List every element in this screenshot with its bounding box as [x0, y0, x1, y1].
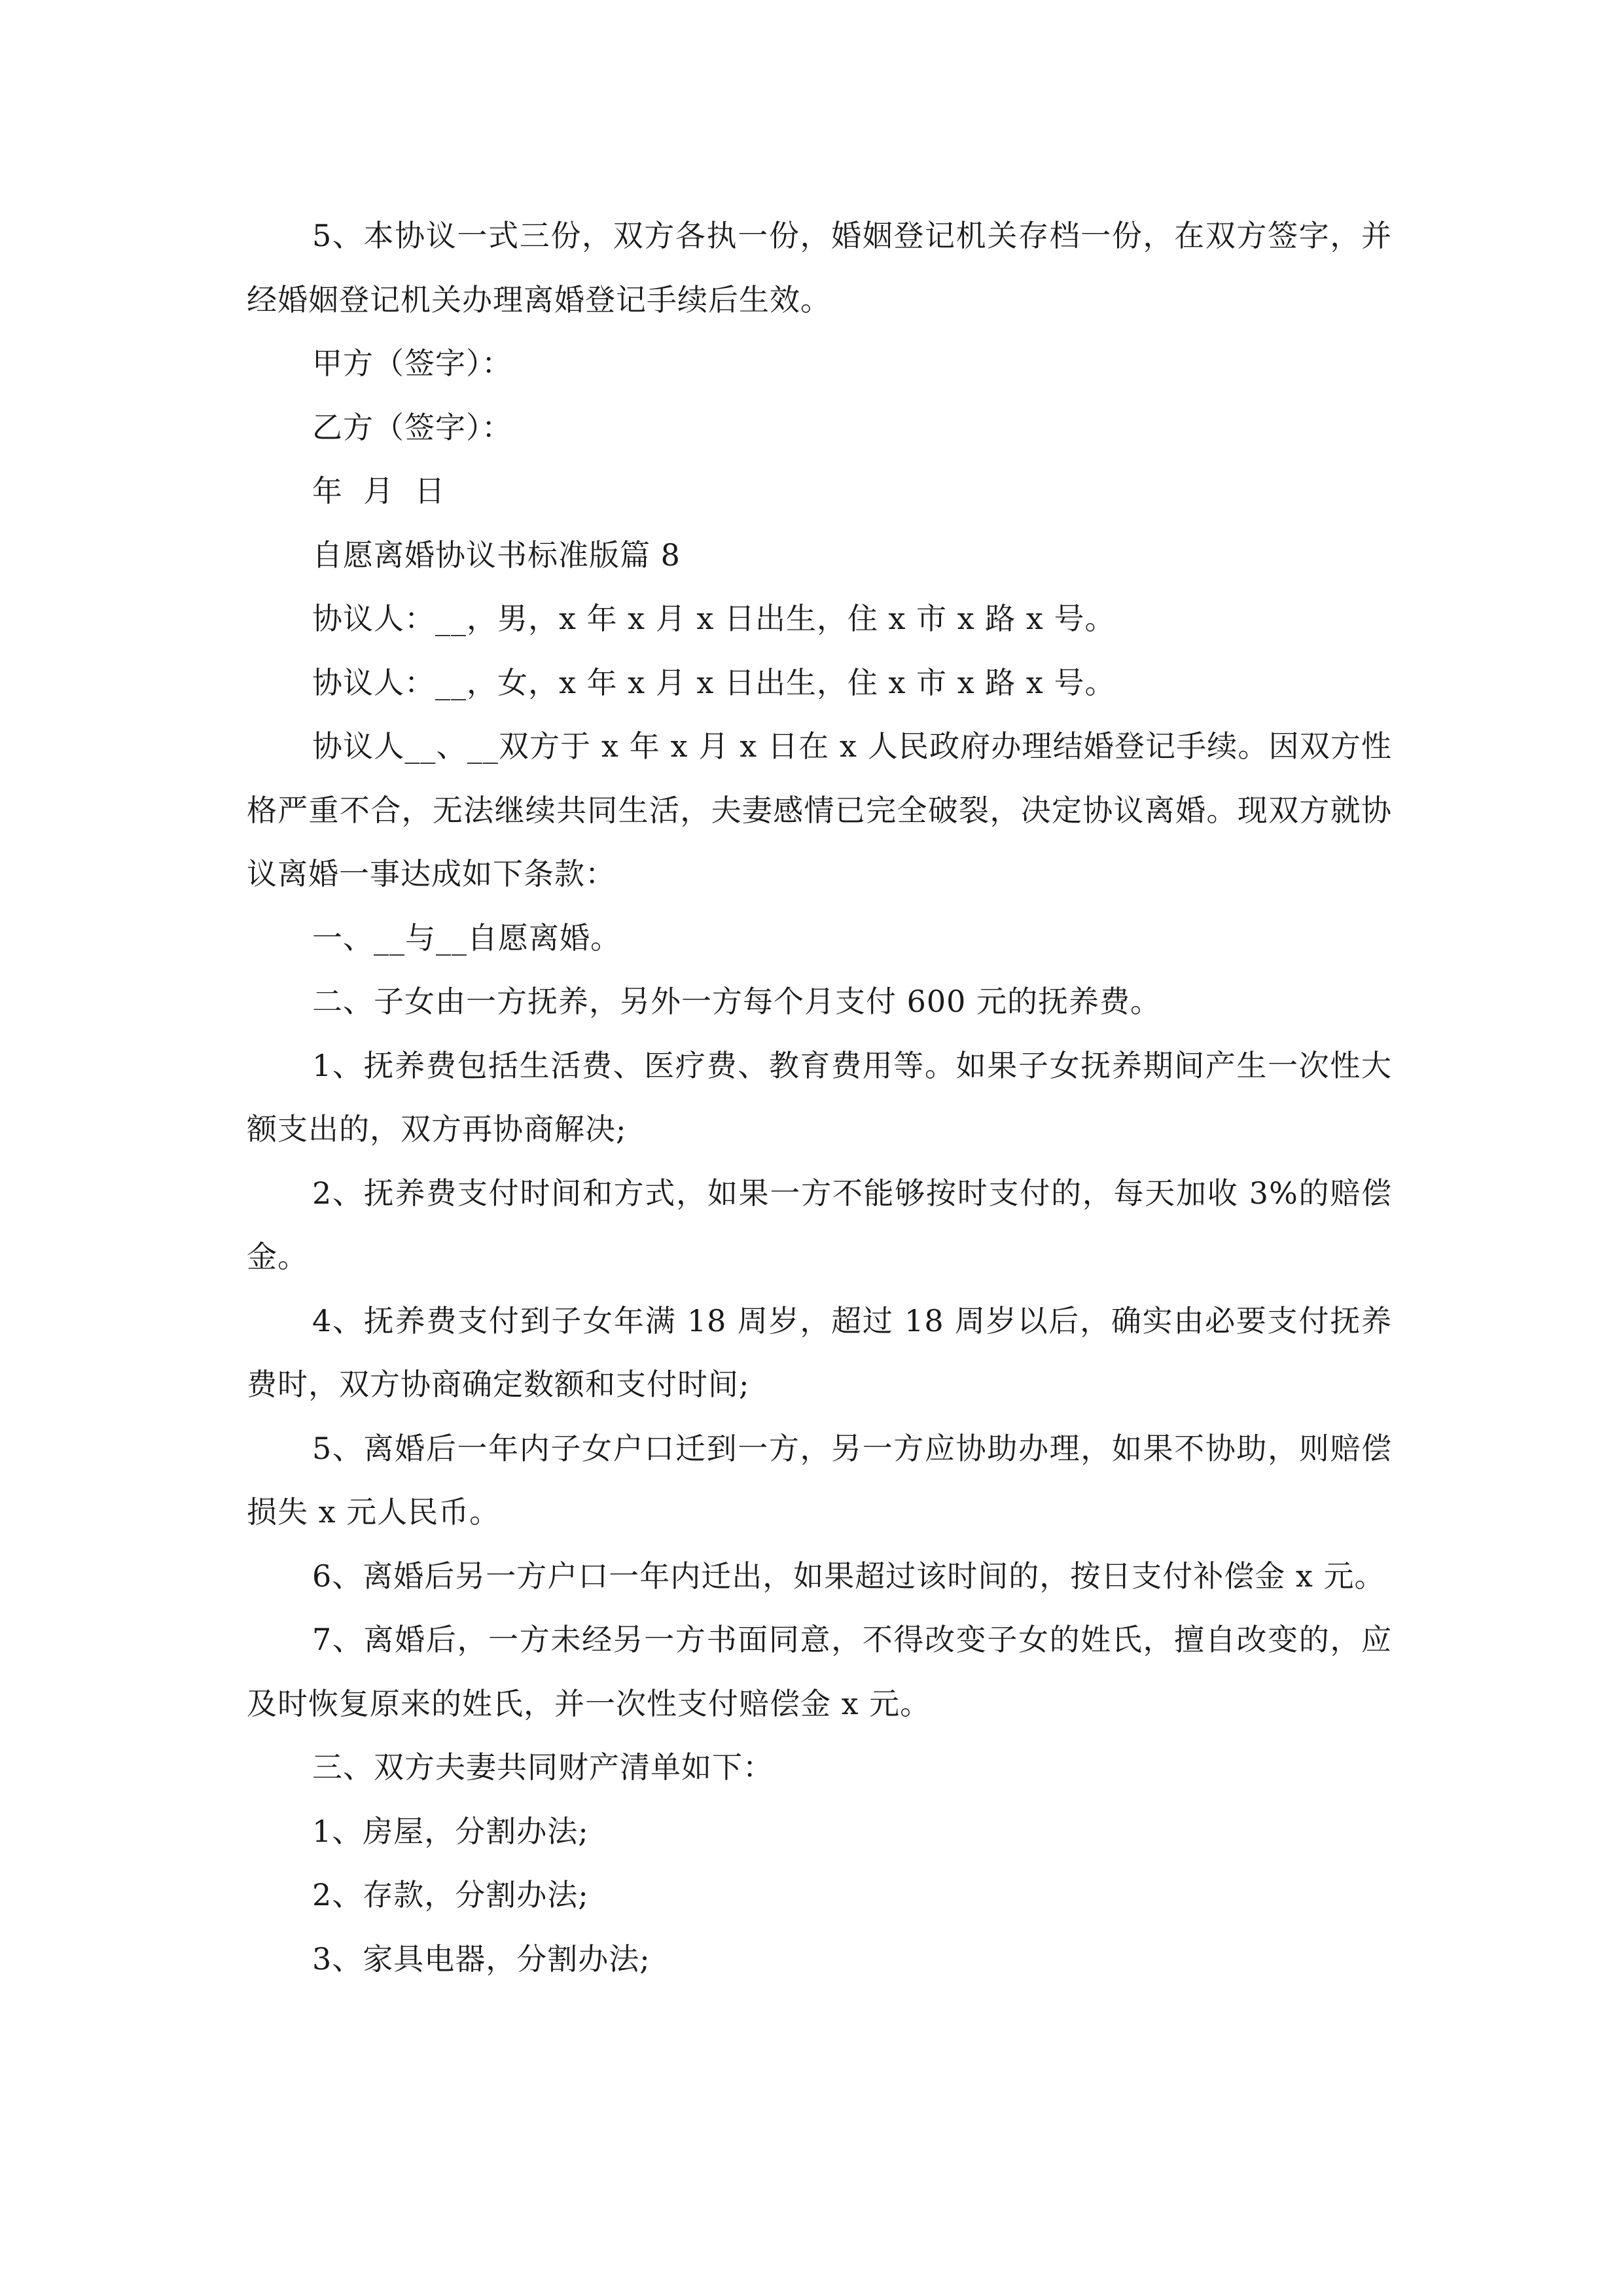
clause-three-property: 三、双方夫妻共同财产清单如下： — [312, 1749, 774, 1785]
custody-item-5: 5、离婚后一年内子女户口迁到一方，另一方应协助办理，如果不协助，则赔偿损失 x 元人民币。 — [247, 1430, 1392, 1530]
document-body — [247, 204, 1392, 1991]
property-item-1: 1、房屋，分割办法; — [312, 1813, 589, 1849]
custody-item-2: 2、抚养费支付时间和方式，如果一方不能够按时支付的，每天加收 3%的赔偿金。 — [247, 1175, 1392, 1274]
section-title: 自愿离婚协议书标准版篇 8 — [312, 537, 681, 573]
custody-item-1: 1、抚养费包括生活费、医疗费、教育费用等。如果子女抚养期间产生一次性大额支出的，双方再协商解决; — [247, 1047, 1392, 1147]
property-item-3: 3、家具电器，分割办法; — [312, 1941, 651, 1977]
clause-one-divorce: 一、__与__自愿离婚。 — [312, 920, 621, 956]
preamble-paragraph: 协议人__、__双方于 x 年 x 月 x 日在 x 人民政府办理结婚登记手续。因双方性格严重不合，无法继续共同生活，夫妻感情已完全破裂，决定协议离婚。现双方就协议离婚一事达成如下条款： — [247, 728, 1392, 891]
custody-item-4: 4、抚养费支付到子女年满 18 周岁，超过 18 周岁以后，确实由必要支付抚养费时，双方协商确定数额和支付时间; — [247, 1302, 1392, 1402]
party-female-info: 协议人：__，女，x 年 x 月 x 日出生，住 x 市 x 路 x 号。 — [312, 664, 1116, 700]
custody-item-6: 6、离婚后另一方户口一年内迁出，如果超过该时间的，按日支付补偿金 x 元。 — [312, 1558, 1385, 1594]
custody-item-7: 7、离婚后，一方未经另一方书面同意，不得改变子女的姓氏，擅自改变的，应及时恢复原来的姓氏，并一次性支付赔偿金 x 元。 — [247, 1622, 1392, 1721]
date-line: 年 月 日 — [312, 473, 446, 509]
clause-5-copies: 5、本协议一式三份，双方各执一份，婚姻登记机关存档一份，在双方签字，并经婚姻登记机关办理离婚登记手续后生效。 — [247, 218, 1392, 317]
clause-two-custody: 二、子女由一方抚养，另外一方每个月支付 600 元的抚养费。 — [312, 984, 1162, 1019]
party-a-signature-line: 甲方（签字）： — [312, 346, 512, 381]
party-male-info: 协议人：__，男，x 年 x 月 x 日出生，住 x 市 x 路 x 号。 — [312, 601, 1116, 636]
party-b-signature-line: 乙方（签字）： — [312, 409, 512, 445]
property-item-2: 2、存款，分割办法; — [312, 1877, 589, 1912]
